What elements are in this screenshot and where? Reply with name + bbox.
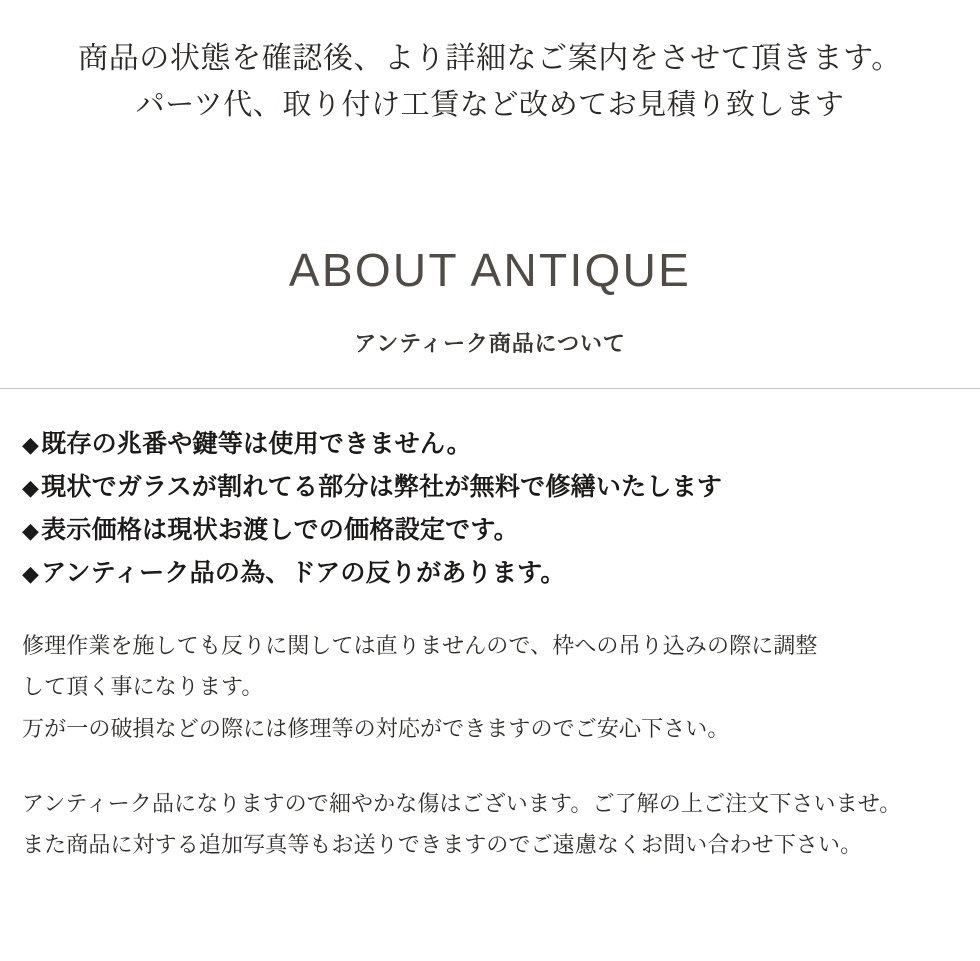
paragraph-line: して頂く事になります。	[22, 674, 264, 700]
diamond-bullet-icon: ◆	[22, 517, 40, 543]
list-item-label: 既存の兆番や鍵等は使用できません。	[41, 429, 472, 458]
paragraph-line: また商品に対する追加写真等もお送りできますのでご遠慮なくお問い合わせ下さい。	[22, 832, 863, 858]
divider	[0, 388, 980, 389]
paragraph-line: 修理作業を施しても反りに関しては直りませんので、枠への吊り込みの際に調整	[22, 632, 818, 658]
intro-section	[0, 0, 980, 127]
heading-english: ABOUT ANTIQUE	[288, 244, 692, 297]
bullet-list	[0, 423, 980, 595]
paragraph-line: アンティーク品になりますので細やかな傷はございます。ご了解の上ご注文下さいませ。	[22, 790, 902, 816]
list-item	[22, 466, 980, 509]
section-heading	[0, 245, 980, 357]
diamond-bullet-icon: ◆	[22, 560, 40, 586]
intro-line-2: パーツ代、取り付け工賃など改めてお見積り致します	[135, 88, 845, 121]
list-item	[22, 552, 980, 595]
intro-line-1: 商品の状態を確認後、より詳細なご案内をさせて頂きます。	[78, 42, 902, 75]
paragraph-line: 万が一の破損などの際には修理等の対応ができますのでご安心下さい。	[22, 715, 730, 741]
list-item-label: アンティーク品の為、ドアの反りがあります。	[41, 558, 566, 587]
heading-japanese: アンティーク商品について	[354, 330, 626, 356]
list-item-label: 現状でガラスが割れてる部分は弊社が無料で修繕いたします	[41, 472, 723, 501]
paragraph-repair-note	[0, 625, 980, 749]
paragraph-antique-note	[0, 783, 980, 866]
list-item	[22, 509, 980, 552]
list-item	[22, 423, 980, 466]
list-item-label: 表示価格は現状お渡しでの価格設定です。	[41, 515, 519, 544]
diamond-bullet-icon: ◆	[22, 431, 40, 457]
diamond-bullet-icon: ◆	[22, 474, 40, 500]
